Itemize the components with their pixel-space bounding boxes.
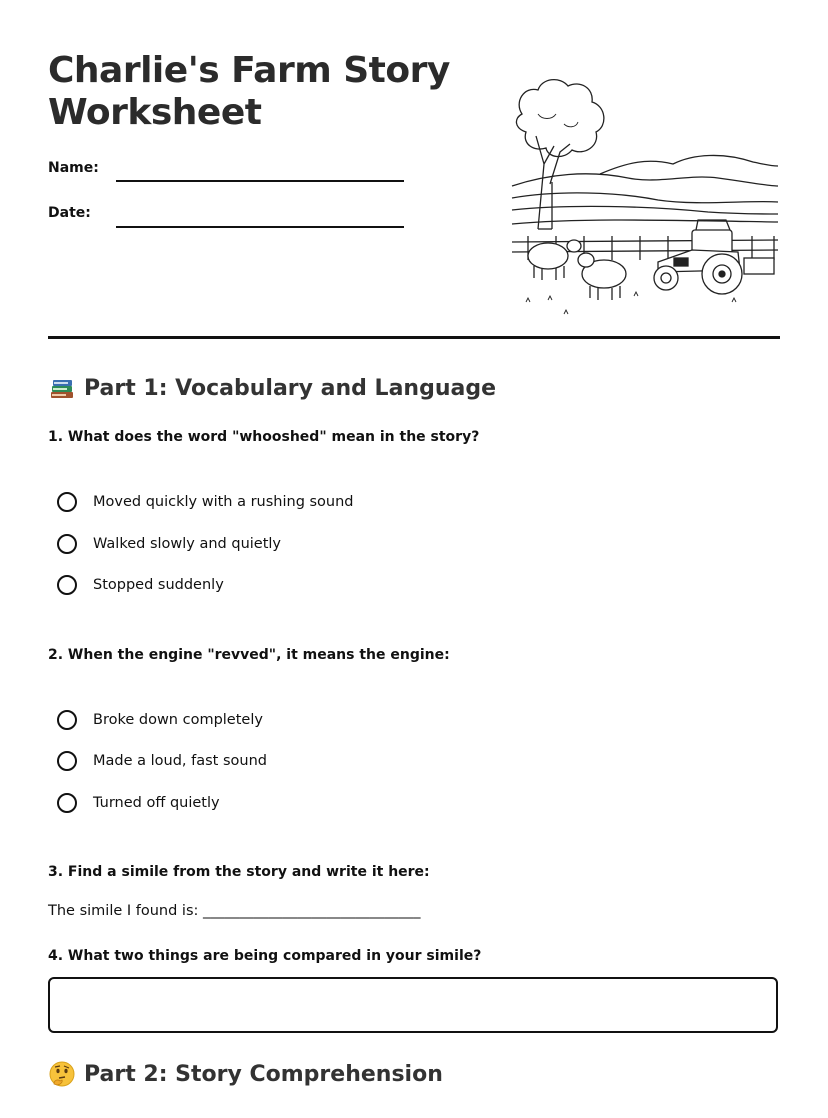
option-label: Moved quickly with a rushing sound: [93, 494, 354, 510]
books-icon: [48, 374, 76, 402]
q2-option-2[interactable]: [57, 751, 267, 771]
thinking-face-icon: [48, 1060, 76, 1088]
title-line-1: Charlie's Farm Story: [48, 50, 450, 91]
option-label: Turned off quietly: [93, 795, 220, 811]
q2-option-1[interactable]: [57, 710, 263, 730]
radio-button[interactable]: [57, 793, 77, 813]
farm-scene-illustration: [508, 74, 784, 318]
name-label: Name:: [48, 160, 99, 176]
name-field[interactable]: [116, 180, 404, 182]
radio-button[interactable]: [57, 710, 77, 730]
option-label: Walked slowly and quietly: [93, 536, 281, 552]
part2-heading: [48, 1060, 443, 1088]
q1-option-2[interactable]: [57, 534, 281, 554]
title-line-2: Worksheet: [48, 92, 262, 133]
header-divider: [48, 336, 780, 339]
worksheet-title: [48, 50, 468, 134]
question-4: 4. What two things are being compared in your simile?: [48, 948, 482, 964]
question-1: 1. What does the word "whooshed" mean in the story?: [48, 429, 480, 445]
date-label: Date:: [48, 205, 91, 221]
radio-button[interactable]: [57, 751, 77, 771]
radio-button[interactable]: [57, 575, 77, 595]
option-label: Stopped suddenly: [93, 577, 224, 593]
q1-option-3[interactable]: [57, 575, 224, 595]
q2-option-3[interactable]: [57, 793, 220, 813]
option-label: Made a loud, fast sound: [93, 753, 267, 769]
part1-heading: [48, 374, 496, 402]
question-2: 2. When the engine "revved", it means the engine:: [48, 647, 450, 663]
option-label: Broke down completely: [93, 712, 263, 728]
part2-title: Part 2: Story Comprehension: [84, 1061, 443, 1087]
radio-button[interactable]: [57, 492, 77, 512]
date-field[interactable]: [116, 226, 404, 228]
simile-answer-line[interactable]: The simile I found is: ______________________________: [48, 903, 421, 919]
question-3: 3. Find a simile from the story and write it here:: [48, 864, 430, 880]
radio-button[interactable]: [57, 534, 77, 554]
q1-option-1[interactable]: [57, 492, 354, 512]
q4-answer-box[interactable]: [48, 977, 778, 1033]
part1-title: Part 1: Vocabulary and Language: [84, 375, 497, 401]
